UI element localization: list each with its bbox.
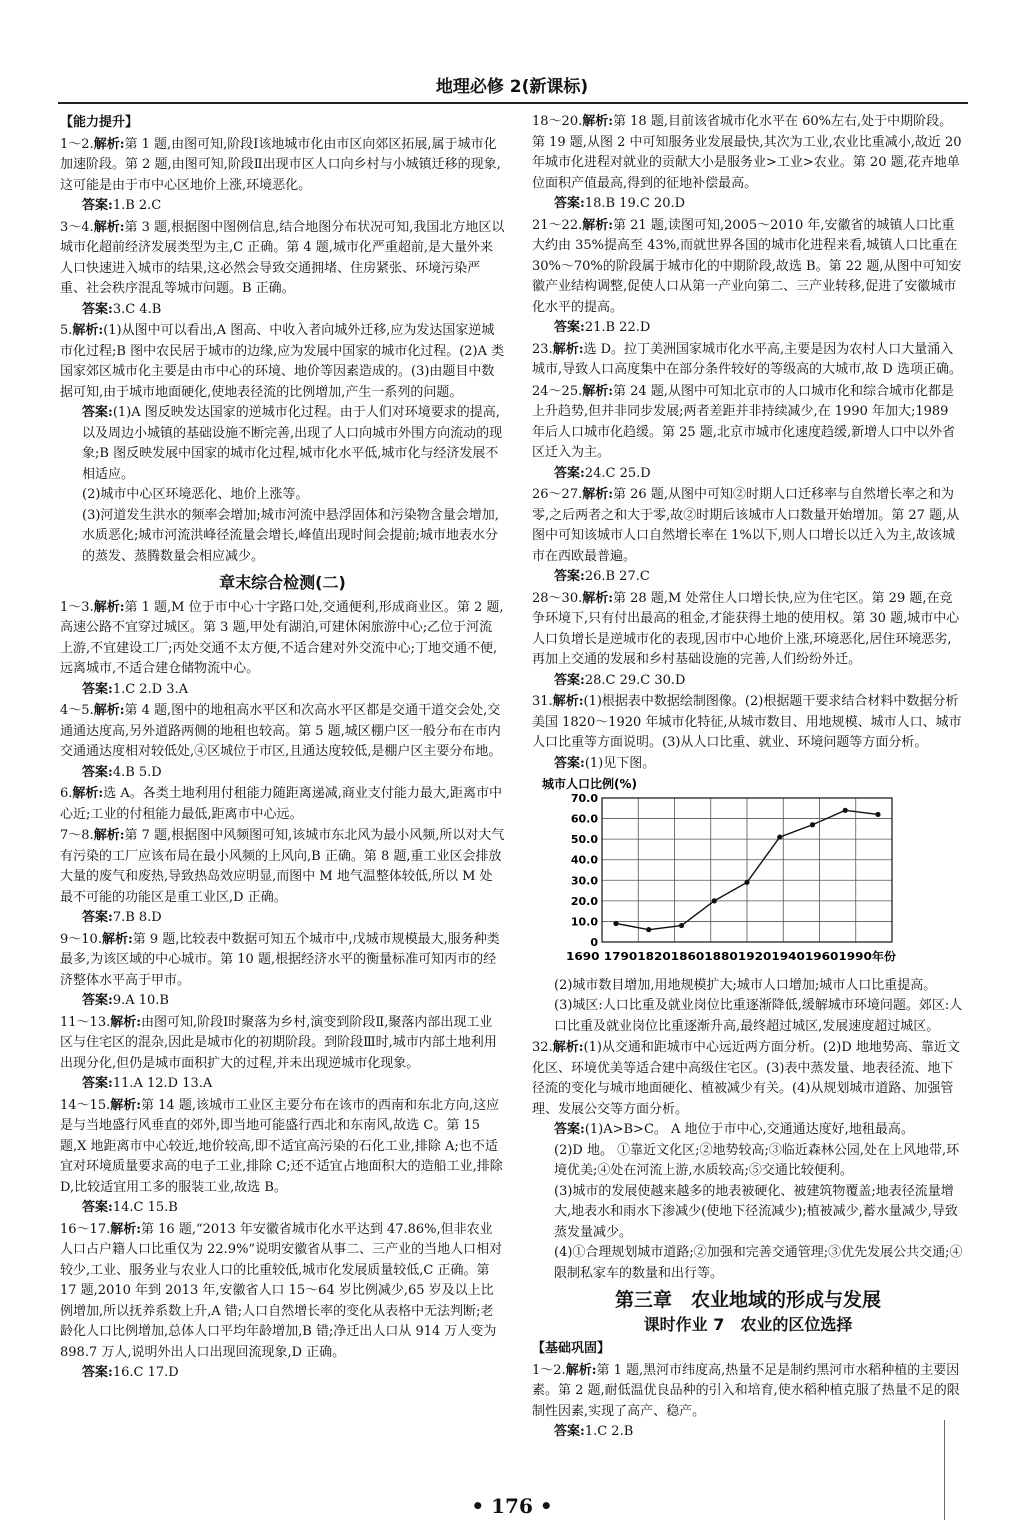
question-item — [60, 598, 505, 701]
question-analysis: 7～8.解析:第 7 题,根据图中风频图可知,该城市东北风为最小风频,所以对大气有污染的工厂应该布局在最小风频的上风向,B 正确。第 8 题,重工业区会排放大量的废气和废热,导致热岛效应明显,而图中 M 地气温整体较低,所以 M 处最不可能的功能区是重工业区,D 正确。 — [60, 828, 505, 905]
question-analysis: 11～13.解析:由图可知,阶段Ⅰ时聚落为乡村,演变到阶段Ⅱ,聚落内部出现工业区与住宅区的混杂,因此是城市化的初期阶段。到阶段Ⅲ时,城市内部土地利用出现分化,但仍是城市面积扩大的过程,并未出现逆城市化现象。 — [60, 1014, 497, 1071]
chart-point — [646, 927, 651, 932]
urban-population-chart — [532, 776, 964, 974]
question-answer: 答案:24.C 25.D — [554, 465, 651, 481]
q32-answer-4: (4)①合理规划城市道路;②加强和完善交通管理;③优先发展公共交通;④限制私家车的数量和出行等。 — [554, 1245, 963, 1281]
question-item — [532, 589, 964, 692]
q31-answer-1: 答案:(1)见下图。 — [554, 755, 656, 771]
q32-answer-1: 答案:(1)A>B>C。 A 地位于市中心,交通通达度好,地租最高。 — [554, 1122, 914, 1137]
question-31 — [532, 692, 964, 1037]
question-analysis: 9～10.解析:第 9 题,比较表中数据可知五个城市中,戊城市规模最大,服务种类最多,为该区域的中心城市。第 10 题,根据经济水平的衡量标准可知丙市的经济整体水平高于甲市。 — [60, 931, 500, 988]
chart-point — [679, 923, 684, 928]
q31-answer-2: (2)城市数目增加,用地规模扩大;城市人口增加;城市人口比重提高。 — [554, 977, 937, 993]
last-item-answer: 答案:1.C 2.B — [554, 1424, 634, 1439]
chart-y-tick-label: 50.0 — [570, 833, 598, 847]
q5-answer-3: (3)河道发生洪水的频率会增加;城市河流中悬浮固体和污染物含量会增加,水质恶化;城市河流洪峰径流量会增长,峰值出现时间会提前;城市地表水分的蒸发、蒸腾数量会相应减少。 — [82, 507, 499, 564]
chart-point — [744, 880, 749, 885]
question-item — [532, 485, 964, 588]
question-answer: 答案:7.B 8.D — [82, 910, 162, 925]
question-item — [60, 1096, 505, 1219]
margin-line — [944, 1420, 945, 1520]
question-analysis: 24～25.解析:第 24 题,从图中可知北京市的人口城市化和综合城市化都是上升趋势,但并非同步发展;两者差距并非持续减少,在 1990 年加大;1989 年后人口城市化趋缓。第 25 题,北京市城市化速度趋缓,新增人口中以外省区迁入为主。 — [532, 383, 956, 460]
question-analysis: 6.解析:选 A。各类土地利用付租能力随距离递减,商业支付能力最大,距离市中心近;工业的付租能力最低,距离市中心远。 — [60, 786, 503, 822]
question-item — [60, 218, 505, 321]
question-analysis: 23.解析:选 D。拉丁美洲国家城市化水平高,主要是因为农村人口大量涌入城市,导致人口高度集中在部分条件较好的等级高的大城市,故 D 选项正确。 — [532, 341, 962, 377]
question-item — [60, 826, 505, 929]
section-basic: 【基础巩固】 — [532, 1341, 611, 1356]
q32-answer-2: (2)D 地。 ①靠近文化区;②地势较高;③临近森林公园,处在上风地带,环境优美;④处在河流上游,水质较高;⑤交通比较便利。 — [554, 1142, 960, 1178]
q5-analysis: 5.解析:(1)从图中可以看出,A 图高、中收入者向城外迁移,应为发达国家逆城市化过程;B 图中农民居于城市的边缘,应为发展中国家的城市化过程。(2)A 类国家郊区城市化主要是由市中心的环境、地价等因素造成的。(3)由题目中数据可知,由于城市地面硬化,使地表径流的比例增加,产生一系列的问题。 — [60, 323, 505, 400]
question-analysis: 16～17.解析:第 16 题,“2013 年安徽省城市化水平达到 47.86%,但非农业人口占户籍人口比重仅为 22.9%”说明安徽省从事二、三产业的当地人口相对较少,工业、服务业与农业人口的比重较低,城市化发展质量较低,C 正确。第 17 题,2010 年到 2013 年,安徽省人口 15～64 岁比例减少,65 岁及以上比例增加,所以抚养系数上升,A 错;人口自然增长率的变化从表格中无法判断;老龄化人口比例增加,总体人口平均年龄增加,B 错;净迁出人口从 914 万人变为 898.7 万人,说明外出人口出现回流现象,D 正确。 — [60, 1221, 503, 1360]
right-column — [532, 112, 964, 1444]
page-number: • 176 • — [471, 1494, 553, 1518]
chart-y-tick-label: 0 — [590, 936, 598, 949]
question-answer: 答案:21.B 22.D — [554, 320, 651, 335]
question-analysis: 4～5.解析:第 4 题,图中的地租高水平区和次高水平区都是交通干道交会处,交通通达度高,另外道路两侧的地租也较高。第 5 题,城区棚户区一般分布在市内交通通达度相对较低处,④区城位于市区,且通达度较低,是棚户区主要分布地。 — [60, 703, 502, 759]
question-answer: 答案:1.B 2.C — [82, 198, 162, 213]
question-analysis: 1～2.解析:第 1 题,由图可知,阶段Ⅰ该地城市化由市区向郊区拓展,属于城市化加速阶段。第 2 题,由图可知,阶段Ⅱ出现市区人口向乡村与小城镇迁移的现象,这可能是由于市中心区地价上涨,环境恶化。 — [60, 136, 501, 193]
q32-analysis: 32.解析:(1)从交通和距城市中心远近两方面分析。(2)D 地地势高、靠近文化区、环境优美等适合建中高级住宅区。(3)表中蒸发量、地表径流、地下径流的变化与城市地面硬化、植被减少有关。(4)从规划城市道路、加强管理、发展公交等方面分析。 — [532, 1040, 960, 1117]
page-header: 地理必修 2(新课标) — [435, 77, 589, 97]
chart-y-tick-label: 60.0 — [570, 812, 598, 826]
chart-point — [613, 921, 618, 926]
chart-svg — [532, 776, 962, 966]
question-answer: 答案:28.C 29.C 30.D — [554, 672, 686, 688]
question-item — [60, 701, 505, 783]
question-analysis: 28～30.解析:第 28 题,M 处常住人口增长快,应为住宅区。第 29 题,在竞争环境下,只有付出最高的租金,才能获得土地的使用权。第 30 题,城市中心人口负增长是逆城市化的表现,因市中心地价上涨,环境恶化,居住环境恶劣,再加上交通的发展和乡村基础设施的完善,人们纷纷外迁。 — [532, 590, 960, 667]
q5-answer-1: 答案:(1)A 图反映发达国家的逆城市化过程。由于人们对环境要求的提高,以及周边小城镇的基础设施不断完善,出现了人口向城市外围方向流动的现象;B 图反映发展中国家的城市化过程,城市化水平低,城市化与经济发展不相适应。 — [82, 405, 503, 482]
chart-y-tick-label: 20.0 — [570, 894, 598, 908]
question-analysis: 1～3.解析:第 1 题,M 位于市中心十字路口处,交通便利,形成商业区。第 2 题,高速公路不宜穿过城区。第 3 题,甲处有湖泊,可建休闲旅游中心;乙位于河流上游,不宜建设工厂;丙处交通不太方便,不适合建对外交流中心;丁地交通不便,远离城市,不适合建仓储物流中心。 — [60, 599, 504, 676]
q32-answer-3: (3)城市的发展使越来越多的地表被硬化、被建筑物覆盖;地表径流量增大,地表水和雨水下渗减少(使地下径流减少);植被减少,蓄水量减少,导致蒸发量减少。 — [554, 1183, 958, 1240]
question-answer: 答案:9.A 10.B — [82, 993, 169, 1008]
question-5 — [60, 321, 505, 567]
chart-y-tick-label: 40.0 — [570, 853, 598, 867]
q31-analysis: 31.解析:(1)根据表中数据绘制图像。(2)根据题干要求结合材料中数据分析美国 1820～1920 年城市化特征,从城市数目、用地规模、城市人口、城市人口比重等方面说明。(3)从人口比重、就业、环境问题等方面分析。 — [532, 694, 962, 750]
left-column — [60, 112, 505, 1385]
question-answer: 答案:14.C 15.B — [82, 1200, 178, 1215]
question-analysis: 21～22.解析:第 21 题,读图可知,2005～2010 年,安徽省的城镇人口比重大约由 35%提高至 43%,而就世界各国的城市化进程来看,城镇人口比重在 30%～70%的阶段属于城市化的中期阶段,故选 B。第 22 题,从图中可知安徽产业结构调整,促使人口从第一产业向第二、三产业转移,促进了安徽城市化水平的提高。 — [532, 217, 962, 315]
question-32 — [532, 1038, 964, 1284]
question-item — [60, 135, 505, 217]
question-answer: 答案:18.B 19.C 20.D — [554, 196, 686, 211]
question-answer: 答案:26.B 27.C — [554, 569, 650, 584]
question-item — [60, 930, 505, 1012]
q31-answer-3: (3)城区:人口比重及就业岗位比重逐渐降低,缓解城市环境问题。郊区:人口比重及就业岗位比重逐渐升高,最终超过城区,发展速度超过城区。 — [554, 998, 963, 1034]
question-item — [532, 382, 964, 485]
left-items-a — [60, 135, 505, 321]
question-item — [532, 216, 964, 339]
question-answer: 答案:3.C 4.B — [82, 301, 162, 317]
question-analysis: 3～4.解析:第 3 题,根据图中图例信息,结合地图分布状况可知,我国北方地区以城市化超前经济发展类型为主,C 正确。第 4 题,城市化严重超前,是大量外来人口快速进入城市的结果,这必然会导致交通拥堵、住房紧张、环境污染严重、社会秩序混乱等城市问题。B 正确。 — [60, 219, 505, 296]
question-item — [532, 112, 964, 215]
chart-x-axis-labels: 1690 17901820186018801920194019601990年份 — [566, 950, 868, 963]
question-answer: 答案:11.A 12.D 13.A — [82, 1076, 213, 1091]
question-item — [60, 784, 505, 825]
chart-point — [777, 834, 782, 839]
chart-point — [810, 822, 815, 827]
left-items-b — [60, 598, 505, 1384]
chart-y-tick-label: 10.0 — [570, 915, 598, 929]
chart-y-tick-label: 70.0 — [570, 792, 598, 805]
chart-point — [843, 808, 848, 813]
question-answer: 答案:16.C 17.D — [82, 1365, 179, 1380]
last-item — [532, 1361, 964, 1443]
question-item — [532, 340, 964, 381]
chart-title: 城市人口比例(%) — [542, 777, 637, 791]
question-analysis: 26～27.解析:第 26 题,从图中可知②时期人口迁移率与自然增长率之和为零,之后两者之和大于零,故②时期后该城市人口数量开始增加。第 27 题,从图中可知该城市人口自然增长率在 1%以下,则人口增长以迁入为主,故该城市在西欧最普遍。 — [532, 487, 960, 564]
last-item-analysis: 1～2.解析:第 1 题,黑河市纬度高,热量不足是制约黑河市水稻种植的主要因素。第 2 题,耐低温优良品种的引入和培育,使水稻种植克服了热量不足的限制性因素,实现了高产、稳产。 — [532, 1362, 960, 1419]
chart-y-tick-label: 30.0 — [570, 874, 598, 888]
chart-point — [712, 898, 717, 903]
question-answer: 答案:1.C 2.D 3.A — [82, 681, 189, 697]
question-analysis: 14～15.解析:第 14 题,该城市工业区主要分布在该市的西南和东北方向,这应是与当地盛行风垂直的郊外,即当地可能盛行西北和东南风,故选 C。第 15 题,X 地距离市中心较近,地价较高,即不适宜高污染的石化工业,排除 A;也不适宜对环境质量要求高的电子工业,排除 C;还不适宜占地面积大的造船工业,排除 D,比较适宜用工多的服装工业,故选 B。 — [60, 1097, 503, 1195]
header-rule — [58, 102, 968, 104]
lesson-title: 课时作业 7 农业的区位选择 — [643, 1314, 853, 1334]
section-ability: 【能力提升】 — [60, 115, 139, 130]
right-items-a — [532, 112, 964, 691]
question-answer: 答案:4.B 5.D — [82, 764, 162, 780]
question-item — [60, 1220, 505, 1384]
chart-point — [875, 812, 880, 817]
chapter3-title: 第三章 农业地域的形成与发展 — [614, 1289, 881, 1311]
q5-answer-2: (2)城市中心区环境恶化、地价上涨等。 — [82, 487, 309, 502]
question-item — [60, 1013, 505, 1095]
question-analysis: 18～20.解析:第 18 题,目前该省城市化水平在 60%左右,处于中期阶段。第 19 题,从图 2 中可知服务业发展最快,其次为工业,农业比重减小,故近 20 年城市化进程对就业的贡献大小是服务业>工业>农业。第 20 题,花卉地单位面积产值最高,得到的征地补偿最高。 — [532, 114, 962, 191]
chapter-test-title: 章末综合检测(二) — [219, 573, 346, 592]
